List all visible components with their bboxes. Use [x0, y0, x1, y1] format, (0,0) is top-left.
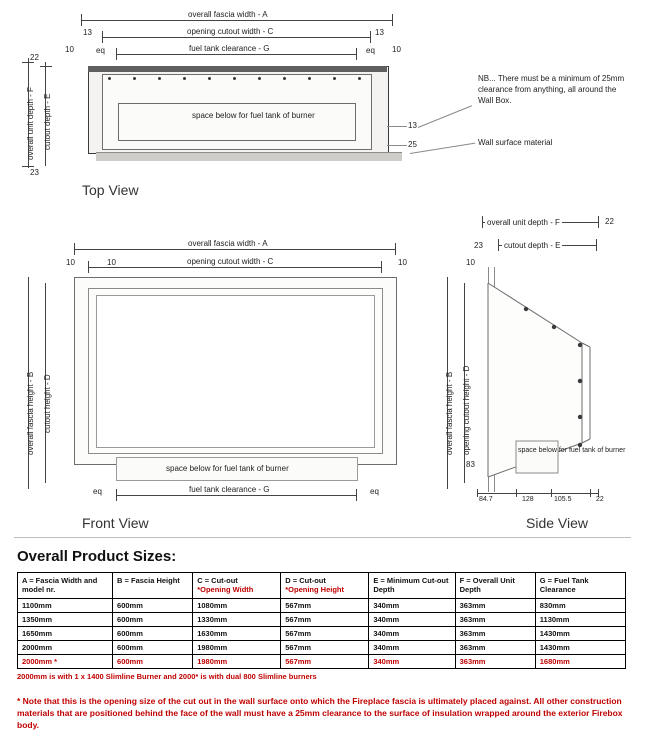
- cell-d: 567mm: [281, 640, 369, 654]
- top-view: [0, 0, 645, 205]
- top-label-overall-fascia-width: overall fascia width - A: [185, 10, 271, 19]
- side-view-title: Side View: [526, 515, 589, 531]
- col-header-f: F = Overall Unit Depth: [455, 573, 535, 599]
- front-dim-tick-c-left: [88, 261, 89, 273]
- top-view-title: Top View: [82, 182, 139, 198]
- cell-a: 2000mm: [18, 640, 113, 654]
- top-dim-25-inner: 25: [408, 140, 417, 149]
- top-dim-eq-right: eq: [366, 46, 375, 55]
- col-header-c: C = Cut-out *Opening Width: [193, 573, 281, 599]
- side-body-profile: [430, 205, 645, 535]
- top-bracket-f-top: [22, 62, 34, 63]
- table-row: [18, 612, 626, 626]
- top-dim-tick-a-left: [81, 14, 82, 26]
- cell-e: 340mm: [369, 626, 455, 640]
- cell-a: 2000mm *: [18, 654, 113, 668]
- table-footnote: * Note that this is the opening size of the cut out in the wall surface onto which the Fireplace fascia is ultimately placed against. All other construction materials that are positioned behind the face of the wall must have a 25mm clearance to the surface of insulation wrapped around the exterior Firebox body.: [17, 695, 623, 731]
- side-dim-128: 128: [522, 496, 534, 503]
- front-dim-eq-right: eq: [370, 487, 379, 496]
- cell-e: 340mm: [369, 612, 455, 626]
- top-fastener: [158, 77, 161, 80]
- top-fastener: [183, 77, 186, 80]
- front-dim-10-top: 10: [107, 258, 116, 267]
- top-dim-13-left: 13: [83, 28, 92, 37]
- table-row: [18, 640, 626, 654]
- front-dim-line-fuel-clearance: [116, 495, 356, 496]
- cell-f: 363mm: [455, 626, 535, 640]
- front-view: [0, 205, 430, 535]
- front-dim-tick-g-right: [356, 489, 357, 501]
- cell-a: 1100mm: [18, 598, 113, 612]
- top-dim-tick-a-right: [392, 14, 393, 26]
- top-callout-clearance: [478, 74, 626, 106]
- section-divider: [14, 537, 631, 538]
- top-leader-13: [387, 126, 407, 127]
- col-header-b: B = Fascia Height: [113, 573, 193, 599]
- top-fastener: [258, 77, 261, 80]
- side-chain-tick-1: [477, 489, 478, 497]
- table-row: [18, 626, 626, 640]
- cell-b: 600mm: [113, 626, 193, 640]
- top-label-space-below: [192, 110, 315, 121]
- front-dim-10-right: 10: [398, 258, 407, 267]
- col-header-g: G = Fuel Tank Clearance: [535, 573, 625, 599]
- cell-d: 567mm: [281, 626, 369, 640]
- cell-c: 1630mm: [193, 626, 281, 640]
- cell-a: 1650mm: [18, 626, 113, 640]
- cell-g: 1680mm: [535, 654, 625, 668]
- side-chain-tick-4: [590, 489, 591, 497]
- col-header-d: D = Cut-out *Opening Height: [281, 573, 369, 599]
- table-note: 2000mm is with 1 x 1400 Slimline Burner and 2000* is with dual 800 Slimline burners: [17, 671, 317, 681]
- cell-c: 1980mm: [193, 654, 281, 668]
- top-dim-line-cutout-width: [102, 37, 370, 38]
- side-dim-84-7: 84.7: [479, 496, 493, 503]
- top-dim-10-left: 10: [65, 45, 74, 54]
- front-dim-line-overall-width: [74, 249, 395, 250]
- cell-d: 567mm: [281, 654, 369, 668]
- top-bracket-e-top: [40, 66, 52, 67]
- front-label-space-below: space below for fuel tank of burner: [166, 464, 289, 473]
- front-dim-tick-a-left: [74, 243, 75, 255]
- top-dim-22: 22: [30, 53, 39, 62]
- front-label-opening-cutout-width: opening cutout width - C: [184, 257, 276, 266]
- side-dim-83: 83: [466, 460, 475, 469]
- top-label-opening-cutout-width: opening cutout width - C: [184, 27, 276, 36]
- side-chain-tick-2: [516, 489, 517, 497]
- side-dim-chain: [477, 493, 598, 494]
- top-bracket-f-bottom: [22, 166, 34, 167]
- top-dim-23: 23: [30, 168, 39, 177]
- side-dim-10: 10: [466, 258, 475, 267]
- side-label-cutout-depth: cutout depth - E: [504, 241, 561, 250]
- side-dim-22-bottom: 22: [596, 496, 604, 503]
- cell-f: 363mm: [455, 640, 535, 654]
- side-label-overall-fascia-height: overall fascia height - B: [445, 371, 454, 455]
- side-dim-23: 23: [474, 241, 483, 250]
- cell-b: 600mm: [113, 640, 193, 654]
- front-label-fuel-tank-clearance: fuel tank clearance - G: [186, 485, 272, 494]
- top-callout-leader-1: [418, 105, 472, 128]
- cell-c: 1080mm: [193, 598, 281, 612]
- front-dim-10-left: 10: [66, 258, 75, 267]
- top-dim-tick-c-left: [102, 31, 103, 43]
- cell-b: 600mm: [113, 654, 193, 668]
- product-sizes-table: [17, 572, 626, 669]
- top-fastener: [133, 77, 136, 80]
- top-fastener: [233, 77, 236, 80]
- cell-d: 567mm: [281, 612, 369, 626]
- front-dim-line-cutout-width: [88, 267, 381, 268]
- cell-f: 363mm: [455, 612, 535, 626]
- top-wall-band: [96, 152, 402, 161]
- cell-g: 1430mm: [535, 640, 625, 654]
- table-body: [18, 598, 626, 668]
- top-label-overall-unit-depth: overall unit depth - F: [26, 87, 35, 160]
- cell-d: 567mm: [281, 598, 369, 612]
- cell-f: 363mm: [455, 654, 535, 668]
- front-view-title: Front View: [82, 515, 149, 531]
- cell-e: 340mm: [369, 598, 455, 612]
- side-chain-tick-3: [551, 489, 552, 497]
- front-dim-tick-g-left: [116, 489, 117, 501]
- top-dim-line-overall-width: [81, 20, 392, 21]
- cell-g: 1430mm: [535, 626, 625, 640]
- cell-b: 600mm: [113, 612, 193, 626]
- cell-b: 600mm: [113, 598, 193, 612]
- side-dim-22: 22: [605, 217, 614, 226]
- top-dim-10-right: 10: [392, 45, 401, 54]
- table-header-row: [18, 573, 626, 599]
- side-dim-105-5: 105.5: [554, 496, 572, 503]
- product-sizes-title: Overall Product Sizes:: [17, 548, 177, 565]
- cell-c: 1980mm: [193, 640, 281, 654]
- cell-a: 1350mm: [18, 612, 113, 626]
- col-header-a: A = Fascia Width and model nr.: [18, 573, 113, 599]
- table-row-highlight: [18, 654, 626, 668]
- top-space-below-text: space below for fuel tank of burner: [192, 111, 315, 120]
- top-fastener: [208, 77, 211, 80]
- top-callout-leader-2: [410, 143, 475, 154]
- top-front-fascia-band: [88, 66, 387, 72]
- top-dim-tick-c-right: [370, 31, 371, 43]
- side-space-below-text: space below for fuel tank of burner: [518, 447, 626, 454]
- top-label-fuel-tank-clearance: fuel tank clearance - G: [186, 44, 272, 53]
- col-header-e: E = Minimum Cut-out Depth: [369, 573, 455, 599]
- top-label-cutout-depth: cutout depth - E: [43, 93, 52, 150]
- top-dim-line-fuel-clearance: [116, 54, 356, 55]
- side-view: [430, 205, 645, 535]
- cell-g: 830mm: [535, 598, 625, 612]
- top-callout-clearance-text: NB... There must be a minimum of 25mm clearance from anything, all around the Wall Box.: [478, 74, 625, 105]
- side-label-space-below: [518, 447, 626, 456]
- top-fastener: [308, 77, 311, 80]
- front-label-overall-fascia-width: overall fascia width - A: [185, 239, 271, 248]
- side-label-opening-cutout-height: opening cutout height - D: [462, 365, 471, 455]
- side-label-overall-unit-depth: overall unit depth - F: [487, 218, 560, 227]
- top-dim-tick-g-right: [356, 48, 357, 60]
- front-firebox-inner: [96, 295, 375, 448]
- cell-g: 1130mm: [535, 612, 625, 626]
- front-dim-eq-left: eq: [93, 487, 102, 496]
- top-dim-eq-left: eq: [96, 46, 105, 55]
- product-sizes-section: [17, 548, 631, 732]
- top-dim-13-right: 13: [375, 28, 384, 37]
- table-row: [18, 598, 626, 612]
- front-label-overall-fascia-height: overall fascia height - B: [26, 371, 35, 455]
- cell-e: 340mm: [369, 654, 455, 668]
- top-wall-band-edge: [96, 152, 402, 153]
- top-callout-wall-surface: [478, 138, 628, 149]
- top-leader-25: [387, 145, 407, 146]
- front-dim-tick-c-right: [381, 261, 382, 273]
- cell-e: 340mm: [369, 640, 455, 654]
- cell-f: 363mm: [455, 598, 535, 612]
- top-fastener: [358, 77, 361, 80]
- cell-c: 1330mm: [193, 612, 281, 626]
- top-fastener: [108, 77, 111, 80]
- front-dim-tick-a-right: [395, 243, 396, 255]
- top-fastener: [283, 77, 286, 80]
- top-fastener: [333, 77, 336, 80]
- top-dim-13-inner: 13: [408, 121, 417, 130]
- front-label-cutout-height: cutout height - D: [43, 374, 52, 433]
- top-dim-tick-g-left: [116, 48, 117, 60]
- top-burner-tray: [118, 103, 356, 141]
- top-callout-wall-surface-text: Wall surface material: [478, 138, 553, 147]
